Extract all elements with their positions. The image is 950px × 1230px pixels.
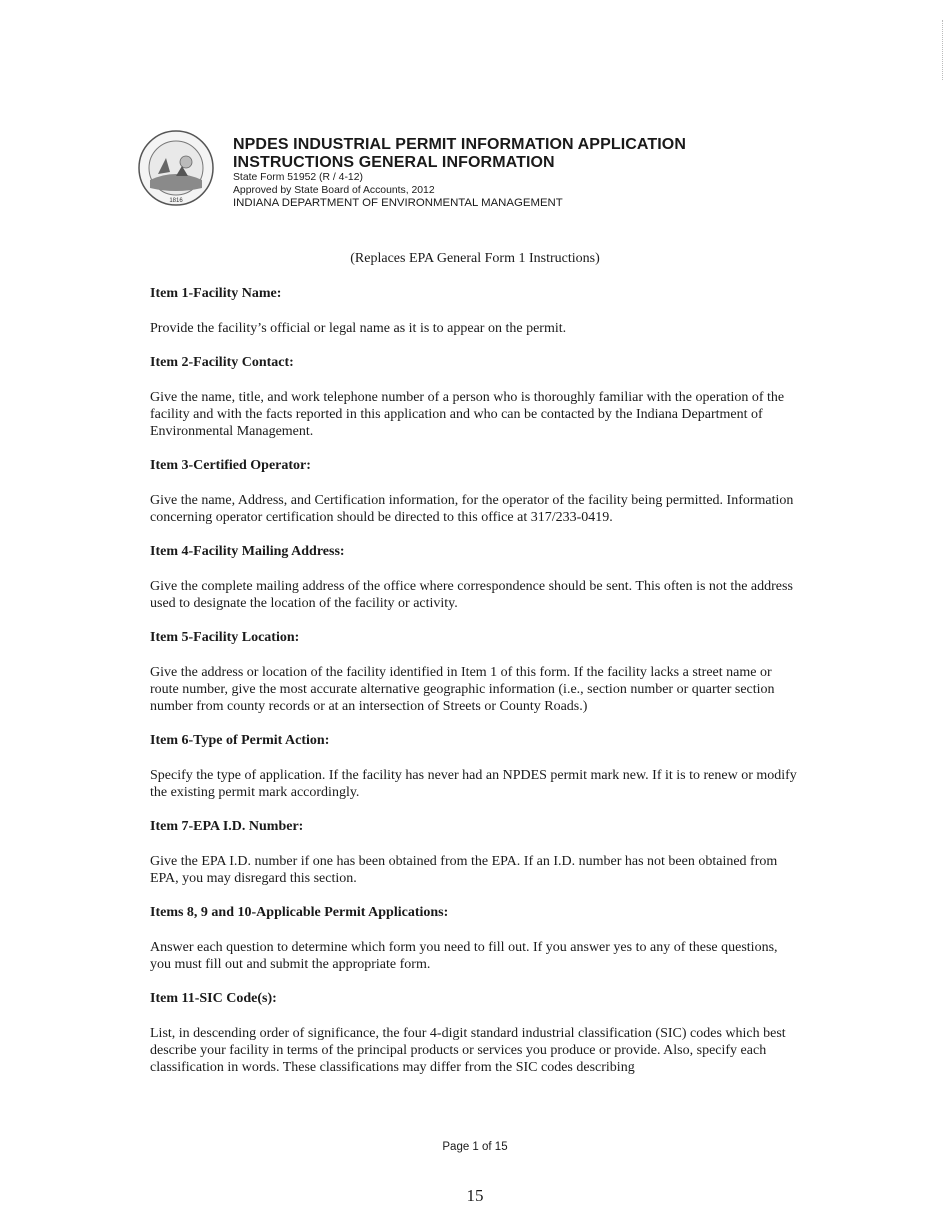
page-number: 15 bbox=[466, 1186, 484, 1205]
approval-note: Approved by State Board of Accounts, 2012 bbox=[233, 184, 435, 196]
item-text: Give the name, title, and work telephone number of a person who is thoroughly familiar with the operation of the facility and with the facts reported in this application and who can be contacted by the Indiana Department of Environmental Management. bbox=[150, 390, 785, 439]
item-heading: Item 6-Type of Permit Action: bbox=[150, 733, 330, 748]
item-text: Give the EPA I.D. number if one has been obtained from the EPA. If an I.D. number has not been obtained from EPA, you may disregard this section. bbox=[150, 854, 778, 886]
item-text: List, in descending order of significance, the four 4-digit standard industrial classification (SIC) codes which best describe your facility in terms of the principal products or services you produce or provide. Also, specify each classification in words. These classifications may differ from the SIC codes describing bbox=[150, 1026, 786, 1075]
form-header bbox=[233, 136, 753, 210]
item-text: Specify the type of application. If the facility has never had an NPDES permit mark new. If it is to renew or modify the existing permit mark accordingly. bbox=[150, 768, 797, 800]
item-heading: Item 4-Facility Mailing Address: bbox=[150, 544, 345, 559]
item-heading: Item 7-EPA I.D. Number: bbox=[150, 819, 304, 834]
form-title-line-2: INSTRUCTIONS GENERAL INFORMATION bbox=[233, 154, 555, 171]
agency-name: INDIANA DEPARTMENT OF ENVIRONMENTAL MANAGEMENT bbox=[233, 197, 563, 209]
page-label: Page 1 of 15 bbox=[442, 1141, 508, 1153]
item-text: Give the name, Address, and Certification information, for the operator of the facility being permitted. Information concerning operator certification should be directed to this office at 317/233-0419. bbox=[150, 493, 794, 525]
item-heading: Item 5-Facility Location: bbox=[150, 630, 300, 645]
item-heading: Item 1-Facility Name: bbox=[150, 286, 282, 301]
form-number: State Form 51952 (R / 4-12) bbox=[233, 172, 363, 183]
replaces-note: (Replaces EPA General Form 1 Instructions) bbox=[350, 251, 600, 266]
item-heading: Item 2-Facility Contact: bbox=[150, 355, 294, 370]
seal-year: 1816 bbox=[169, 198, 183, 204]
item-heading: Items 8, 9 and 10-Applicable Permit Applications: bbox=[150, 905, 449, 920]
state-seal-logo bbox=[136, 128, 216, 208]
item-text: Answer each question to determine which form you need to fill out. If you answer yes to any of these questions, you must fill out and submit the appropriate form. bbox=[150, 940, 778, 972]
item-text: Give the complete mailing address of the office where correspondence should be sent. This often is not the address used to designate the location of the facility or activity. bbox=[150, 579, 793, 611]
scan-edge-mark bbox=[942, 20, 944, 80]
item-heading: Item 3-Certified Operator: bbox=[150, 458, 311, 473]
instructions-body bbox=[150, 285, 800, 1093]
form-title-line-1: NPDES INDUSTRIAL PERMIT INFORMATION APPLICATION bbox=[233, 136, 686, 153]
item-text: Provide the facility’s official or legal name as it is to appear on the permit. bbox=[150, 321, 567, 336]
item-heading: Item 11-SIC Code(s): bbox=[150, 991, 277, 1006]
item-text: Give the address or location of the facility identified in Item 1 of this form. If the facility lacks a street name or route number, give the most accurate alternative geographic information (i.e., section number or quarter section number from county records or at an intersection of Streets or County Roads.) bbox=[150, 665, 775, 714]
